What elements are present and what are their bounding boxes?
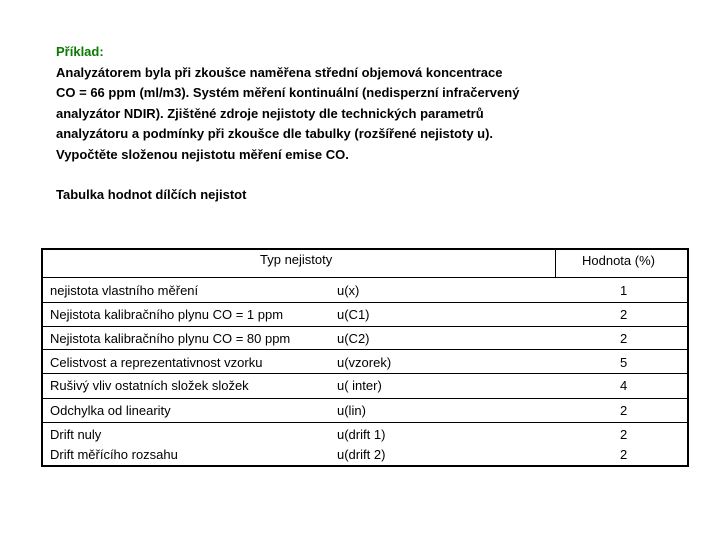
example-line-3: analyzátor NDIR). Zjištěné zdroje nejistoty dle technických parametrů bbox=[56, 105, 484, 121]
example-line-4: analyzátoru a podmínky při zkoušce dle tabulky (rozšířené nejistoty u). bbox=[56, 126, 494, 141]
table-caption: Tabulka hodnot dílčích nejistot bbox=[56, 187, 247, 202]
example-line-1: Analyzátorem byla při zkoušce naměřena střední objemová koncentrace bbox=[56, 64, 503, 80]
row-value: 2 bbox=[620, 307, 628, 322]
row-symbol: u(vzorek) bbox=[337, 355, 392, 370]
row-value: 2 bbox=[620, 447, 628, 462]
example-title: Příklad: bbox=[56, 44, 104, 59]
row-desc: Odchylka od linearity bbox=[50, 403, 171, 418]
row-desc: Nejistota kalibračního plynu CO = 1 ppm bbox=[50, 307, 284, 322]
row-value: 2 bbox=[620, 403, 628, 418]
row-value: 1 bbox=[620, 283, 628, 298]
row-value: 4 bbox=[620, 378, 628, 393]
row-symbol: u(C1) bbox=[337, 307, 370, 322]
row-desc: Rušivý vliv ostatních složek složek bbox=[50, 378, 249, 393]
row-divider bbox=[41, 349, 689, 350]
example-line-5: Vypočtěte složenou nejistotu měření emise CO. bbox=[56, 146, 349, 162]
row-desc: Drift měřícího rozsahu bbox=[50, 447, 178, 462]
header-value: Hodnota (%) bbox=[582, 253, 655, 268]
row-desc: Celistvost a reprezentativnost vzorku bbox=[50, 355, 263, 370]
row-symbol: u(drift 1) bbox=[337, 427, 386, 442]
row-desc: Drift nuly bbox=[50, 427, 102, 442]
row-desc: Nejistota kalibračního plynu CO = 80 ppm bbox=[50, 331, 291, 346]
row-symbol: u( inter) bbox=[337, 378, 382, 393]
row-symbol: u(C2) bbox=[337, 331, 370, 346]
row-desc: nejistota vlastního měření bbox=[50, 283, 199, 298]
row-symbol: u(lin) bbox=[337, 403, 366, 418]
row-value: 2 bbox=[620, 427, 628, 442]
row-value: 2 bbox=[620, 331, 628, 346]
row-value: 5 bbox=[620, 355, 628, 370]
row-divider bbox=[41, 422, 689, 423]
row-divider bbox=[41, 373, 689, 374]
row-symbol: u(x) bbox=[337, 283, 360, 298]
example-line-2: CO = 66 ppm (ml/m3). Systém měření kontinuální (nedisperzní infračervený bbox=[56, 85, 520, 100]
header-divider bbox=[555, 248, 556, 278]
row-divider bbox=[41, 326, 689, 327]
example-block bbox=[56, 42, 616, 165]
row-symbol: u(drift 2) bbox=[337, 447, 386, 462]
row-divider bbox=[41, 398, 689, 399]
row-divider bbox=[41, 277, 689, 278]
header-type: Typ nejistoty bbox=[260, 252, 333, 267]
row-divider bbox=[41, 302, 689, 303]
